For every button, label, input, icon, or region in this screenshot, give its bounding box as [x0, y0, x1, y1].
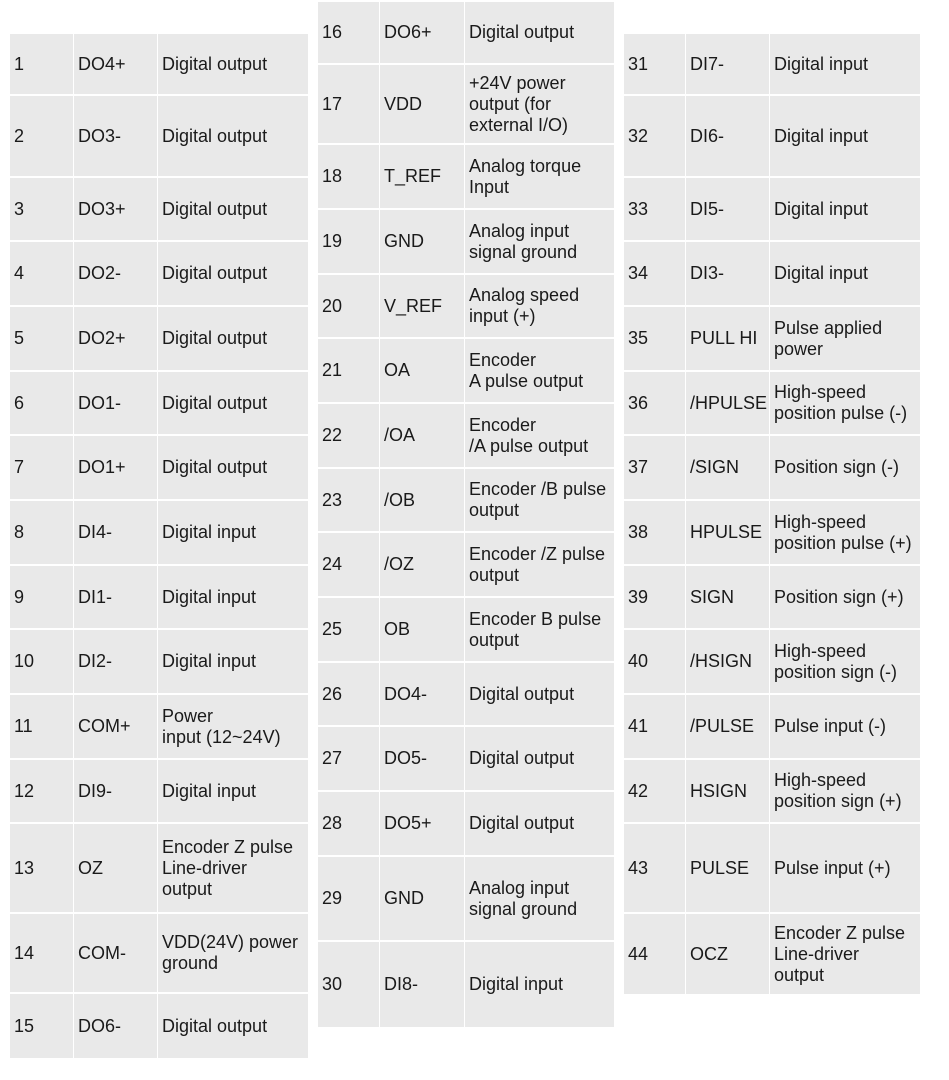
- pin-table-3: [624, 34, 920, 994]
- signal-description: Digital input: [158, 760, 308, 824]
- table-row: [318, 533, 614, 598]
- table-row: [624, 824, 920, 914]
- pin-number: 19: [318, 210, 380, 275]
- pin-number: 40: [624, 630, 686, 695]
- pin-number: 12: [10, 760, 74, 824]
- signal-name: DI7-: [686, 34, 770, 96]
- signal-description: High-speed position sign (+): [770, 760, 920, 824]
- signal-name: DI3-: [686, 242, 770, 307]
- pin-number: 24: [318, 533, 380, 598]
- signal-name: PULSE: [686, 824, 770, 914]
- table-row: [318, 145, 614, 210]
- signal-description: Encoder A pulse output: [465, 339, 614, 404]
- signal-description: Analog speed input (+): [465, 275, 614, 339]
- table-row: [10, 96, 308, 178]
- signal-description: Analog input signal ground: [465, 210, 614, 275]
- signal-name: COM-: [74, 914, 158, 994]
- signal-name: /HSIGN: [686, 630, 770, 695]
- pin-number: 31: [624, 34, 686, 96]
- signal-name: /HPULSE: [686, 372, 770, 436]
- signal-description: Encoder B pulse output: [465, 598, 614, 663]
- pin-number: 43: [624, 824, 686, 914]
- signal-name: DI9-: [74, 760, 158, 824]
- table-row: [318, 942, 614, 1027]
- signal-description: Digital output: [158, 372, 308, 436]
- pin-number: 18: [318, 145, 380, 210]
- table-row: [318, 792, 614, 857]
- pin-table-body: [624, 34, 920, 994]
- signal-description: Digital output: [158, 436, 308, 501]
- table-row: [624, 96, 920, 178]
- pin-number: 11: [10, 695, 74, 760]
- pin-number: 6: [10, 372, 74, 436]
- signal-name: OB: [380, 598, 465, 663]
- pin-number: 7: [10, 436, 74, 501]
- table-row: [10, 695, 308, 760]
- signal-name: DI8-: [380, 942, 465, 1027]
- signal-description: Digital output: [158, 96, 308, 178]
- pin-number: 9: [10, 566, 74, 630]
- signal-description: Digital input: [770, 34, 920, 96]
- signal-description: Digital output: [465, 792, 614, 857]
- pin-number: 42: [624, 760, 686, 824]
- table-row: [10, 994, 308, 1058]
- table-row: [624, 501, 920, 566]
- pin-number: 41: [624, 695, 686, 760]
- signal-description: Digital input: [158, 501, 308, 566]
- signal-description: Digital input: [770, 178, 920, 242]
- table-row: [10, 914, 308, 994]
- table-row: [10, 760, 308, 824]
- signal-description: Digital output: [465, 727, 614, 792]
- signal-name: DI1-: [74, 566, 158, 630]
- signal-description: Encoder Z pulse Line-driver output: [158, 824, 308, 914]
- signal-name: PULL HI: [686, 307, 770, 372]
- pin-table-2: [318, 2, 614, 1027]
- signal-description: Analog input signal ground: [465, 857, 614, 942]
- signal-name: DO5-: [380, 727, 465, 792]
- signal-description: Position sign (-): [770, 436, 920, 501]
- table-row: [624, 914, 920, 994]
- signal-description: VDD(24V) power ground: [158, 914, 308, 994]
- pin-number: 2: [10, 96, 74, 178]
- signal-description: Digital output: [158, 34, 308, 96]
- signal-name: HSIGN: [686, 760, 770, 824]
- pin-table-body: [318, 2, 614, 1027]
- signal-description: Digital input: [158, 630, 308, 695]
- signal-description: High-speed position pulse (+): [770, 501, 920, 566]
- pin-number: 37: [624, 436, 686, 501]
- signal-name: DI4-: [74, 501, 158, 566]
- pin-number: 21: [318, 339, 380, 404]
- signal-name: GND: [380, 210, 465, 275]
- signal-description: Pulse applied power: [770, 307, 920, 372]
- signal-name: DI2-: [74, 630, 158, 695]
- pin-table-1: [10, 34, 308, 1058]
- signal-name: OCZ: [686, 914, 770, 994]
- table-row: [318, 727, 614, 792]
- signal-name: HPULSE: [686, 501, 770, 566]
- table-row: [624, 307, 920, 372]
- table-row: [10, 566, 308, 630]
- signal-name: DO2+: [74, 307, 158, 372]
- signal-description: Analog torque Input: [465, 145, 614, 210]
- pin-number: 44: [624, 914, 686, 994]
- table-row: [10, 630, 308, 695]
- table-row: [10, 307, 308, 372]
- table-row: [10, 501, 308, 566]
- signal-description: Digital output: [465, 663, 614, 727]
- pin-number: 25: [318, 598, 380, 663]
- signal-name: DO6-: [74, 994, 158, 1058]
- signal-description: Digital input: [158, 566, 308, 630]
- signal-name: DO4+: [74, 34, 158, 96]
- pin-number: 32: [624, 96, 686, 178]
- signal-name: V_REF: [380, 275, 465, 339]
- signal-name: DO1+: [74, 436, 158, 501]
- table-row: [624, 760, 920, 824]
- table-row: [318, 598, 614, 663]
- pin-number: 26: [318, 663, 380, 727]
- signal-description: Digital input: [469, 974, 564, 994]
- signal-description: Digital output: [158, 307, 308, 372]
- table-row: [318, 275, 614, 339]
- table-row: [318, 404, 614, 469]
- signal-name: COM+: [74, 695, 158, 760]
- signal-name: DO3+: [74, 178, 158, 242]
- signal-name: DO6+: [380, 2, 465, 65]
- pin-number: 34: [624, 242, 686, 307]
- signal-description: Encoder /Z pulse output: [465, 533, 614, 598]
- signal-description: Pulse input (-): [770, 695, 920, 760]
- signal-description: Encoder Z pulse Line-driver output: [774, 922, 906, 985]
- table-row: [10, 178, 308, 242]
- pin-number: 1: [10, 34, 74, 96]
- table-row: [624, 372, 920, 436]
- signal-name: /OZ: [380, 533, 465, 598]
- table-row: [10, 824, 308, 914]
- pin-number: 3: [10, 178, 74, 242]
- table-row: [624, 695, 920, 760]
- signal-name: DO5+: [380, 792, 465, 857]
- signal-description: Position sign (+): [770, 566, 920, 630]
- signal-description: Encoder /B pulse output: [465, 469, 614, 533]
- table-row: [624, 178, 920, 242]
- table-row: [624, 566, 920, 630]
- pin-number: 23: [318, 469, 380, 533]
- table-row: [318, 339, 614, 404]
- signal-name: DI5-: [686, 178, 770, 242]
- table-row: [624, 242, 920, 307]
- table-row: [318, 469, 614, 533]
- signal-name: /OA: [380, 404, 465, 469]
- pin-number: 22: [318, 404, 380, 469]
- pin-number: 30: [318, 942, 380, 1027]
- table-row: [624, 436, 920, 501]
- signal-name: DO2-: [74, 242, 158, 307]
- pin-number: 33: [624, 178, 686, 242]
- signal-name: VDD: [380, 65, 465, 145]
- signal-name: T_REF: [380, 145, 465, 210]
- signal-description: +24V power output (for external I/O): [465, 65, 614, 145]
- pin-number: 36: [624, 372, 686, 436]
- signal-description: High-speed position sign (-): [770, 630, 920, 695]
- pin-number: 39: [624, 566, 686, 630]
- pin-number: 5: [10, 307, 74, 372]
- signal-description: Digital input: [770, 96, 920, 178]
- pin-number: 4: [10, 242, 74, 307]
- signal-description: Digital input: [770, 242, 920, 307]
- signal-description: Power input (12~24V): [158, 695, 308, 760]
- pin-table-body: [10, 34, 308, 1058]
- signal-description: Digital output: [158, 178, 308, 242]
- pin-number: 16: [318, 2, 380, 65]
- signal-name: DI6-: [686, 96, 770, 178]
- pin-number: 17: [318, 65, 380, 145]
- table-row: [10, 242, 308, 307]
- pin-number: 27: [318, 727, 380, 792]
- pin-number: 38: [624, 501, 686, 566]
- table-row: [10, 34, 308, 96]
- signal-name: OZ: [74, 824, 158, 914]
- signal-name: /OB: [380, 469, 465, 533]
- pin-number: 35: [624, 307, 686, 372]
- pin-number: 13: [10, 824, 74, 914]
- pin-number: 15: [10, 994, 74, 1058]
- pin-number: 29: [318, 857, 380, 942]
- table-row: [318, 663, 614, 727]
- signal-description: High-speed position pulse (-): [770, 372, 920, 436]
- table-row: [10, 436, 308, 501]
- pin-number: 14: [10, 914, 74, 994]
- pin-number: 10: [10, 630, 74, 695]
- table-row: [318, 210, 614, 275]
- table-row: [318, 65, 614, 145]
- signal-description: Pulse input (+): [770, 824, 920, 914]
- signal-description: Digital output: [162, 1015, 268, 1036]
- table-row: [318, 857, 614, 942]
- signal-name: /PULSE: [686, 695, 770, 760]
- signal-name: DO1-: [74, 372, 158, 436]
- pin-number: 20: [318, 275, 380, 339]
- pin-number: 28: [318, 792, 380, 857]
- table-row: [624, 34, 920, 96]
- table-row: [10, 372, 308, 436]
- signal-name: /SIGN: [686, 436, 770, 501]
- table-row: [624, 630, 920, 695]
- pin-number: 8: [10, 501, 74, 566]
- table-row: [318, 2, 614, 65]
- signal-name: DO3-: [74, 96, 158, 178]
- signal-name: SIGN: [686, 566, 770, 630]
- signal-name: DO4-: [380, 663, 465, 727]
- signal-description: Digital output: [465, 2, 614, 65]
- signal-name: GND: [380, 857, 465, 942]
- signal-description: Digital output: [158, 242, 308, 307]
- signal-description: Encoder /A pulse output: [465, 404, 614, 469]
- signal-name: OA: [380, 339, 465, 404]
